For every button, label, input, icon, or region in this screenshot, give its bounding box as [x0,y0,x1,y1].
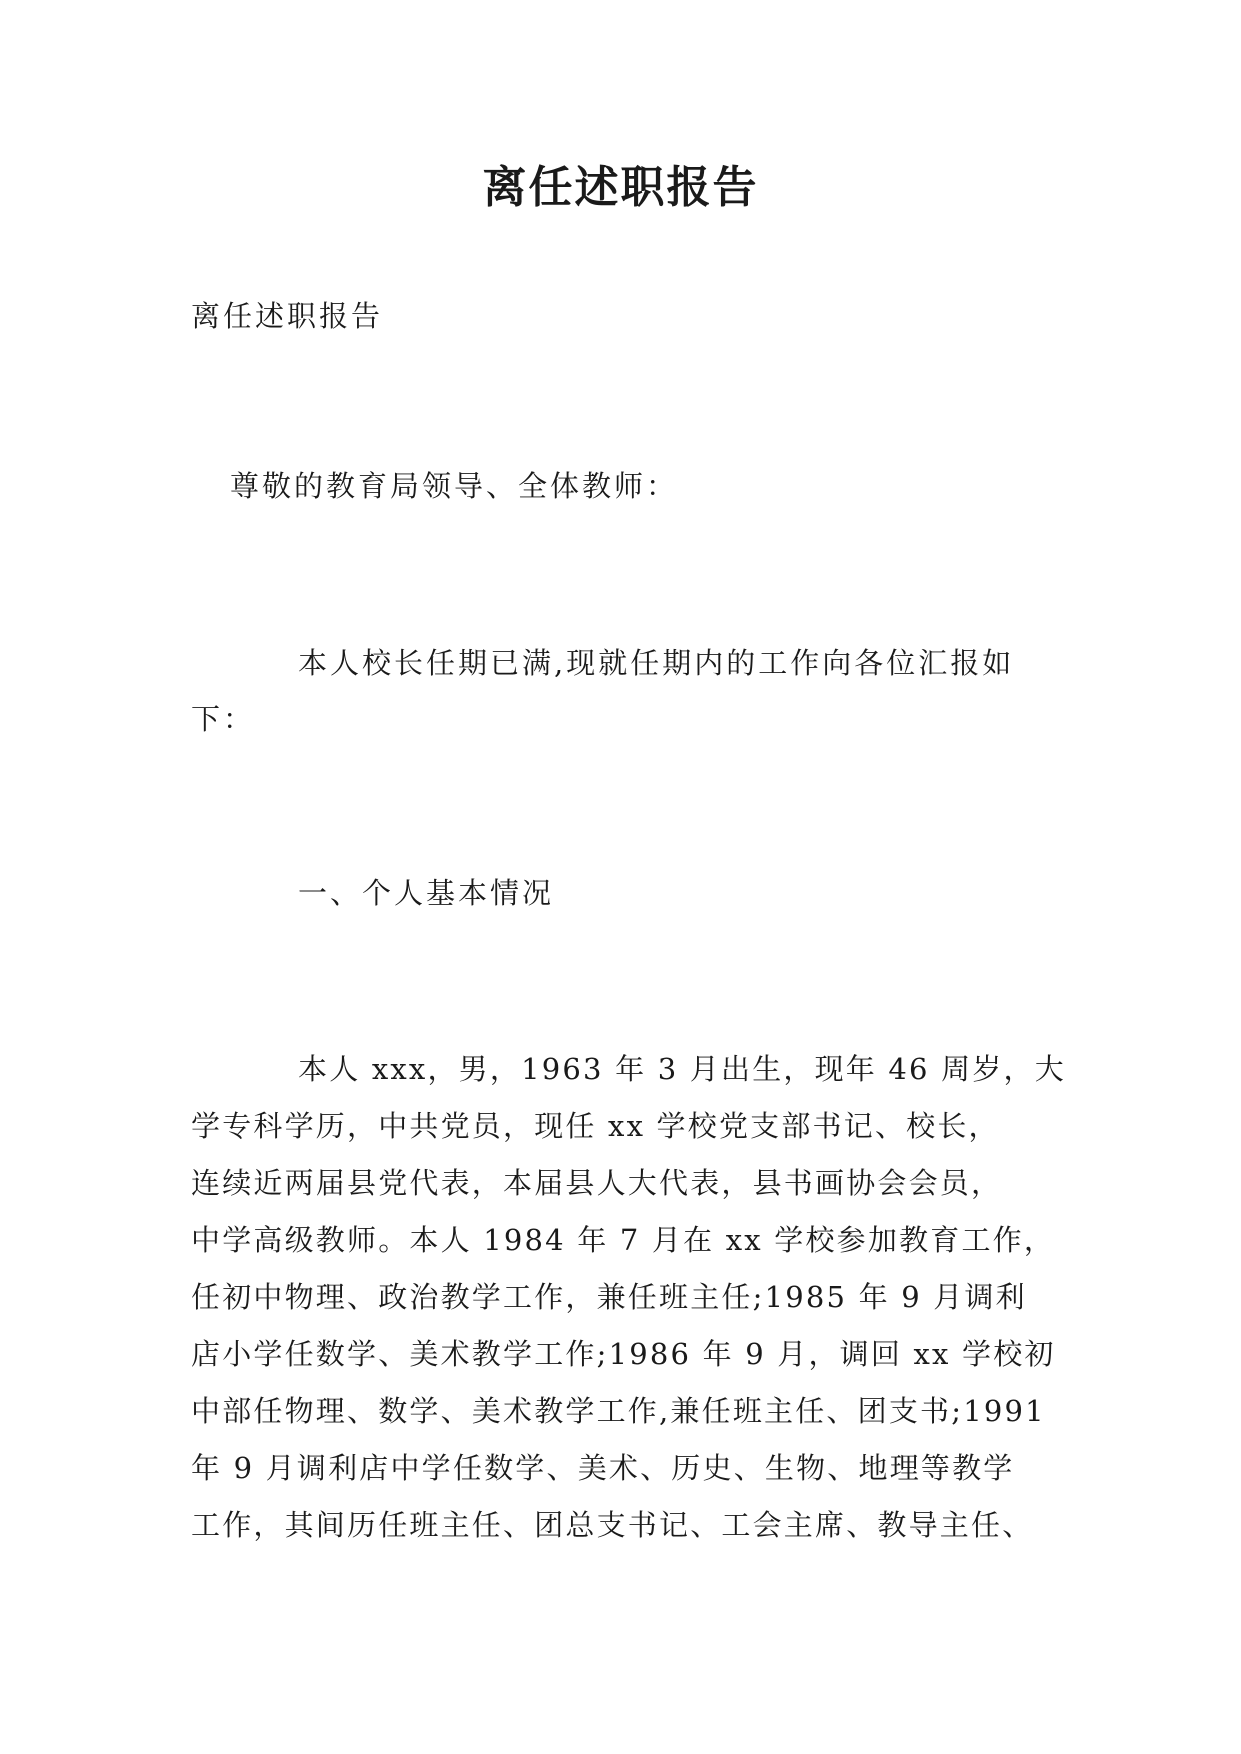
body-line-9: 工作，其间历任班主任、团总支书记、工会主席、教导主任、 [191,1508,1034,1542]
salutation: 尊敬的教育局领导、全体教师： [230,469,679,503]
body-line-8: 年 9 月调利店中学任数学、美术、历史、生物、地理等教学 [191,1451,1015,1485]
body-line-5: 任初中物理、政治教学工作，兼任班主任;1985 年 9 月调利 [191,1280,1027,1314]
intro-line-2: 下： [191,702,256,736]
body-line-7: 中部任物理、数学、美术教学工作,兼任班主任、团支书;1991 [191,1394,1046,1428]
section-heading: 一、个人基本情况 [298,876,555,910]
body-line-2: 学专科学历，中共党员，现任 xx 学校党支部书记、校长， [191,1109,1000,1143]
intro-line-1: 本人校长任期已满,现就任期内的工作向各位汇报如 [298,646,1015,680]
body-line-6: 店小学任数学、美术教学工作;1986 年 9 月，调回 xx 学校初 [191,1337,1056,1371]
body-line-1: 本人 xxx，男，1963 年 3 月出生，现年 46 周岁，大 [298,1052,1066,1086]
document-subtitle: 离任述职报告 [191,299,384,333]
body-line-3: 连续近两届县党代表，本届县人大代表，县书画协会会员， [191,1166,1003,1200]
body-line-4: 中学高级教师。本人 1984 年 7 月在 xx 学校参加教育工作， [191,1223,1056,1257]
document-title: 离任述职报告 [482,162,759,213]
